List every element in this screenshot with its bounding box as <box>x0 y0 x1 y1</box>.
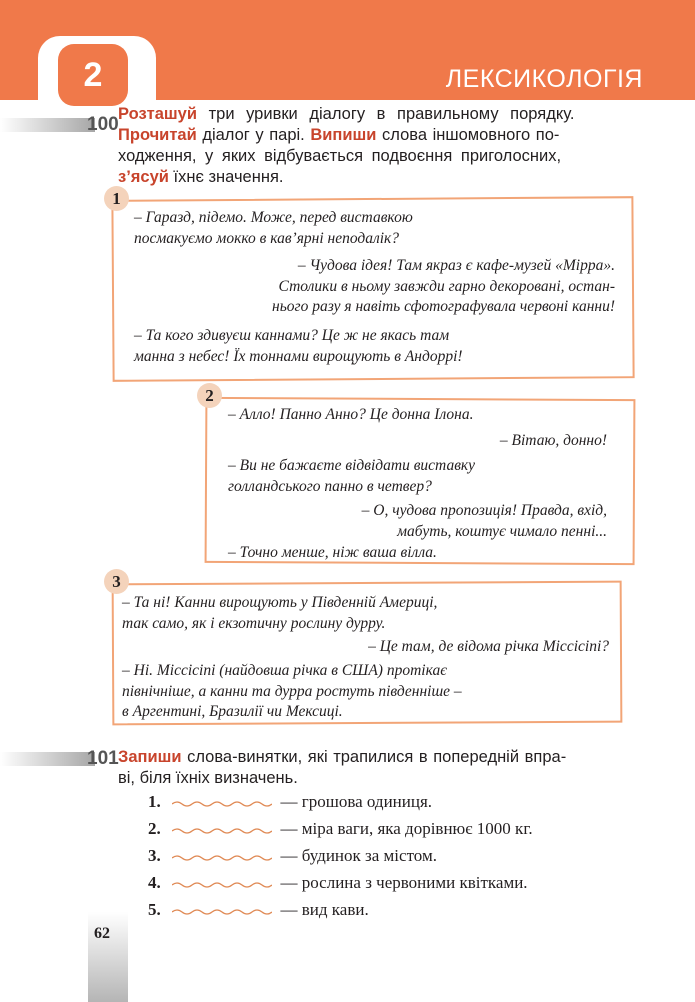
exercise-101-number: 101 <box>87 748 119 769</box>
list-item: 4. — рослина з червоними квітками. <box>148 873 528 892</box>
exercise-100-marker-bar <box>0 118 95 132</box>
fragment-3-number: 3 <box>104 569 129 594</box>
task-keyword: Прочитай <box>118 126 197 144</box>
section-title: ЛЕКСИКОЛОГІЯ <box>445 65 643 93</box>
exercise-101-marker-bar <box>0 752 95 766</box>
fragment-1-replica-2: – Чудова ідея! Там якраз є кафе-музей «Мірра». Столики в ньому завжди гарно декоровані, остан- нього разу я навіть сфотографувала червоні канни! <box>272 257 615 315</box>
task-keyword: Запиши <box>118 748 182 766</box>
fragment-1-number: 1 <box>104 186 129 211</box>
answer-blank-line[interactable] <box>172 876 272 890</box>
task-keyword: Розташуй <box>118 105 197 123</box>
list-item: 5. — вид кави. <box>148 900 369 919</box>
fragment-1-replica-3: – Та кого здивуєш каннами? Це ж не якась там манна з небес! Їх тоннами вирощують в Андоррі! <box>134 327 463 365</box>
exercise-100-task <box>118 104 574 188</box>
fragment-2-replica-2: – Вітаю, донно! <box>499 432 607 449</box>
task-text: три уривки діалогу в правильному порядку. <box>197 105 575 123</box>
fragment-3-replica-2: – Це там, де відома річка Міссісіпі? <box>368 638 609 655</box>
list-item: 2. — міра ваги, яка дорівнює 1000 кг. <box>148 819 533 838</box>
task-text: ві, біля їхніх визначень. <box>118 769 298 787</box>
task-keyword: з’ясуй <box>118 168 169 186</box>
list-item: 3. — будинок за містом. <box>148 846 437 865</box>
answer-blank-line[interactable] <box>172 822 272 836</box>
fragment-3-replica-3: – Ні. Міссісіпі (найдовша річка в США) протікає північніше, а канни та дурра ростуть південніше – в Аргентині, Бразилії чи Мексиці. <box>122 662 462 720</box>
fragment-2-number: 2 <box>197 383 222 408</box>
fragment-1-replica-1: – Гаразд, підемо. Може, перед виставкою посмакуємо мокко в кав’ярні неподалік? <box>134 209 413 247</box>
task-keyword: Випиши <box>310 126 377 144</box>
fragment-3-replica-1: – Та ні! Канни вирощують у Південній Америці, так само, як і екзотичну рослину дурру. <box>122 594 438 632</box>
fragment-2-replica-3: – Ви не бажаєте відвідати виставку голландського панно в четвер? <box>228 457 476 495</box>
task-text: ходження, у яких відбувається подвоєння приголосних, <box>118 147 562 165</box>
answer-blank-line[interactable] <box>172 849 272 863</box>
answer-blank-line[interactable] <box>172 795 272 809</box>
list-item: 1. — грошова одиниця. <box>148 792 433 811</box>
fragment-2-replica-1: – Алло! Панно Анно? Це донна Ілона. <box>228 406 474 423</box>
page-number: 62 <box>94 925 110 942</box>
chapter-number-badge: 2 <box>58 44 128 106</box>
task-text: слова-винятки, які трапилися в попередній впра- <box>181 748 567 766</box>
task-text: слова іншомовного по- <box>376 126 560 144</box>
fragment-2-replica-5: – Точно менше, ніж ваша вілла. <box>228 544 437 561</box>
answer-blank-line[interactable] <box>172 903 272 917</box>
exercise-100-number: 100 <box>87 114 119 135</box>
task-text: їхнє значення. <box>168 168 284 186</box>
exercise-101-list <box>148 792 533 927</box>
fragment-2-replica-4: – О, чудова пропозиція! Правда, вхід, мабуть, коштує чимало пенні... <box>361 502 607 540</box>
task-text: діалог у парі. <box>196 126 311 144</box>
exercise-101-task <box>118 747 566 789</box>
